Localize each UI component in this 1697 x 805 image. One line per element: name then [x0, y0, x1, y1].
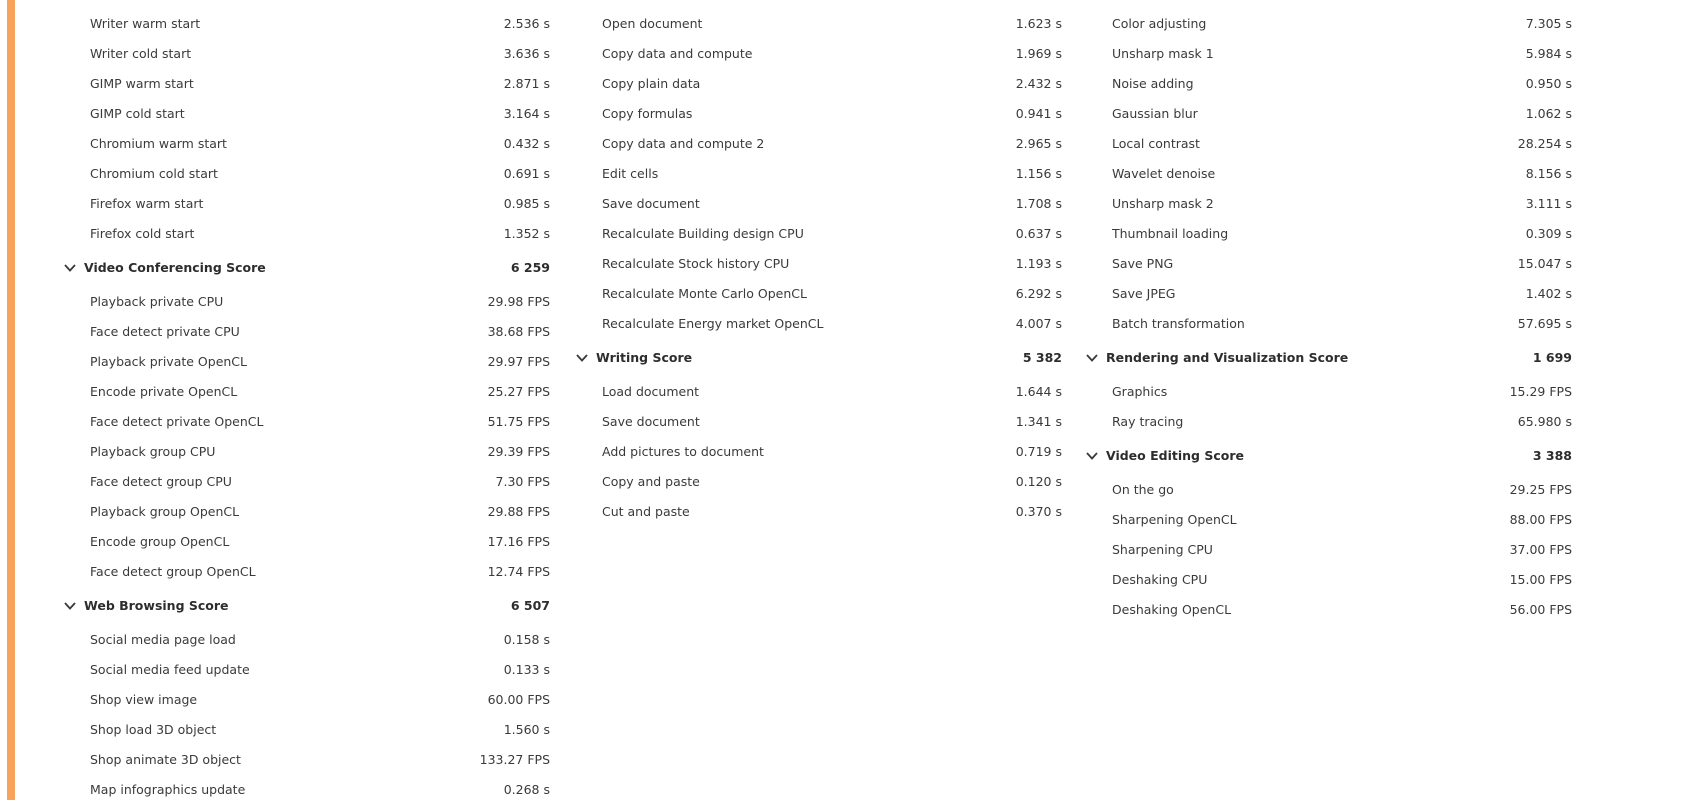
- results-column-3: [1080, 0, 1576, 625]
- result-value: 51.75 FPS: [487, 414, 550, 429]
- result-label: Encode private OpenCL: [90, 384, 238, 399]
- result-label: Shop animate 3D object: [90, 752, 241, 767]
- result-label: Save document: [602, 414, 700, 429]
- chevron-down-icon[interactable]: [1086, 451, 1098, 461]
- result-row: [58, 69, 554, 99]
- result-label: Wavelet denoise: [1112, 166, 1216, 181]
- result-row: [1080, 565, 1576, 595]
- result-value: 3.164 s: [503, 106, 550, 121]
- result-value: 88.00 FPS: [1509, 512, 1572, 527]
- result-value: 0.309 s: [1525, 226, 1572, 241]
- result-value: 1.062 s: [1525, 106, 1572, 121]
- result-value: 7.30 FPS: [495, 474, 550, 489]
- result-value: 3.111 s: [1525, 196, 1572, 211]
- result-value: 0.133 s: [503, 662, 550, 677]
- group-score: 5 382: [1022, 350, 1062, 365]
- result-row: [58, 745, 554, 775]
- result-row: [570, 9, 1066, 39]
- group-score: 6 507: [510, 598, 550, 613]
- result-label: Open document: [602, 16, 703, 31]
- result-row: [1080, 475, 1576, 505]
- result-row: [58, 287, 554, 317]
- result-row: [570, 467, 1066, 497]
- result-value: 29.25 FPS: [1509, 482, 1572, 497]
- result-row: [1080, 9, 1576, 39]
- result-value: 7.305 s: [1525, 16, 1572, 31]
- result-row: [58, 9, 554, 39]
- result-row: [58, 129, 554, 159]
- result-row: [1080, 219, 1576, 249]
- group-title: Writing Score: [596, 350, 693, 365]
- result-label: Color adjusting: [1112, 16, 1207, 31]
- group-header[interactable]: [1080, 437, 1576, 475]
- result-value: 0.637 s: [1015, 226, 1062, 241]
- result-row: [58, 317, 554, 347]
- result-label: Local contrast: [1112, 136, 1200, 151]
- result-row: [570, 39, 1066, 69]
- result-row: [1080, 505, 1576, 535]
- result-row: [58, 775, 554, 805]
- result-label: Graphics: [1112, 384, 1168, 399]
- result-value: 2.536 s: [503, 16, 550, 31]
- result-label: Face detect private OpenCL: [90, 414, 264, 429]
- result-value: 60.00 FPS: [487, 692, 550, 707]
- result-label: Deshaking CPU: [1112, 572, 1208, 587]
- result-label: Add pictures to document: [602, 444, 764, 459]
- result-label: Batch transformation: [1112, 316, 1245, 331]
- result-label: Social media page load: [90, 632, 236, 647]
- group-header-clipped[interactable]: [58, 0, 554, 8]
- result-label: Copy data and compute 2: [602, 136, 765, 151]
- result-row: [1080, 189, 1576, 219]
- result-row: [58, 655, 554, 685]
- accent-bar: [7, 0, 15, 800]
- result-row: [58, 407, 554, 437]
- result-row: [1080, 377, 1576, 407]
- group-title: Rendering and Visualization Score: [1106, 350, 1349, 365]
- result-row: [570, 309, 1066, 339]
- result-label: Recalculate Building design CPU: [602, 226, 804, 241]
- result-label: Deshaking OpenCL: [1112, 602, 1232, 617]
- result-label: Shop view image: [90, 692, 198, 707]
- result-value: 0.691 s: [503, 166, 550, 181]
- result-row: [1080, 99, 1576, 129]
- result-label: Writer cold start: [90, 46, 192, 61]
- chevron-down-icon[interactable]: [64, 263, 76, 273]
- result-value: 0.950 s: [1525, 76, 1572, 91]
- result-label: Chromium warm start: [90, 136, 227, 151]
- result-row: [570, 279, 1066, 309]
- result-row: [570, 377, 1066, 407]
- result-row: [58, 189, 554, 219]
- result-row: [570, 159, 1066, 189]
- group-title: Video Conferencing Score: [84, 260, 266, 275]
- result-value: 17.16 FPS: [487, 534, 550, 549]
- result-value: 1.623 s: [1015, 16, 1062, 31]
- result-value: 1.969 s: [1015, 46, 1062, 61]
- result-label: Playback group CPU: [90, 444, 216, 459]
- result-row: [570, 219, 1066, 249]
- result-label: Thumbnail loading: [1112, 226, 1229, 241]
- result-label: Shop load 3D object: [90, 722, 217, 737]
- result-label: Cut and paste: [602, 504, 690, 519]
- result-row: [1080, 309, 1576, 339]
- group-header[interactable]: [1080, 339, 1576, 377]
- result-label: GIMP warm start: [90, 76, 194, 91]
- chevron-down-icon[interactable]: [1086, 353, 1098, 363]
- results-column-1: [58, 0, 554, 805]
- result-label: Face detect private CPU: [90, 324, 240, 339]
- result-row: [570, 407, 1066, 437]
- result-value: 1.708 s: [1015, 196, 1062, 211]
- result-value: 15.047 s: [1517, 256, 1572, 271]
- result-label: Copy and paste: [602, 474, 700, 489]
- result-value: 2.432 s: [1015, 76, 1062, 91]
- group-title: Video Editing Score: [1106, 448, 1244, 463]
- result-label: Load document: [602, 384, 700, 399]
- result-label: Recalculate Energy market OpenCL: [602, 316, 824, 331]
- result-label: Face detect group OpenCL: [90, 564, 256, 579]
- result-row: [58, 377, 554, 407]
- result-row: [58, 715, 554, 745]
- group-score: 1 699: [1532, 350, 1572, 365]
- result-value: 0.432 s: [503, 136, 550, 151]
- result-label: Sharpening CPU: [1112, 542, 1213, 557]
- group-header[interactable]: [58, 587, 554, 625]
- result-row: [58, 497, 554, 527]
- result-value: 133.27 FPS: [479, 752, 550, 767]
- result-label: Social media feed update: [90, 662, 250, 677]
- result-row: [1080, 407, 1576, 437]
- result-row: [1080, 129, 1576, 159]
- result-value: 65.980 s: [1517, 414, 1572, 429]
- result-label: Firefox warm start: [90, 196, 204, 211]
- result-value: 56.00 FPS: [1509, 602, 1572, 617]
- result-row: [1080, 39, 1576, 69]
- result-label: Sharpening OpenCL: [1112, 512, 1237, 527]
- result-row: [58, 685, 554, 715]
- result-value: 1.644 s: [1015, 384, 1062, 399]
- result-label: Copy plain data: [602, 76, 701, 91]
- result-value: 6.292 s: [1015, 286, 1062, 301]
- result-value: 15.29 FPS: [1509, 384, 1572, 399]
- result-label: Playback private OpenCL: [90, 354, 247, 369]
- results-column-2: [570, 0, 1066, 527]
- result-value: 29.98 FPS: [487, 294, 550, 309]
- group-title: Web Browsing Score: [84, 598, 229, 613]
- result-value: 4.007 s: [1015, 316, 1062, 331]
- result-row: [570, 249, 1066, 279]
- result-row: [1080, 279, 1576, 309]
- result-value: 1.352 s: [503, 226, 550, 241]
- group-header[interactable]: [570, 339, 1066, 377]
- result-label: Copy formulas: [602, 106, 693, 121]
- result-row: [58, 39, 554, 69]
- result-row: [570, 69, 1066, 99]
- result-label: GIMP cold start: [90, 106, 185, 121]
- result-row: [58, 527, 554, 557]
- result-row: [58, 437, 554, 467]
- result-label: Encode group OpenCL: [90, 534, 230, 549]
- result-value: 8.156 s: [1525, 166, 1572, 181]
- result-value: 1.156 s: [1015, 166, 1062, 181]
- chevron-down-icon[interactable]: [576, 353, 588, 363]
- result-row: [570, 189, 1066, 219]
- result-label: Playback group OpenCL: [90, 504, 240, 519]
- result-label: Recalculate Stock history CPU: [602, 256, 790, 271]
- result-value: 12.74 FPS: [487, 564, 550, 579]
- result-value: 5.984 s: [1525, 46, 1572, 61]
- result-value: 25.27 FPS: [487, 384, 550, 399]
- result-value: 2.965 s: [1015, 136, 1062, 151]
- result-row: [1080, 249, 1576, 279]
- result-value: 38.68 FPS: [487, 324, 550, 339]
- result-label: Gaussian blur: [1112, 106, 1198, 121]
- result-label: Face detect group CPU: [90, 474, 232, 489]
- result-label: Noise adding: [1112, 76, 1194, 91]
- result-value: 57.695 s: [1517, 316, 1572, 331]
- result-row: [570, 99, 1066, 129]
- result-value: 0.370 s: [1015, 504, 1062, 519]
- result-row: [570, 497, 1066, 527]
- result-row: [58, 557, 554, 587]
- result-label: On the go: [1112, 482, 1174, 497]
- result-label: Firefox cold start: [90, 226, 195, 241]
- result-row: [1080, 535, 1576, 565]
- result-value: 0.120 s: [1015, 474, 1062, 489]
- result-label: Unsharp mask 2: [1112, 196, 1214, 211]
- result-value: 29.39 FPS: [487, 444, 550, 459]
- result-value: 1.560 s: [503, 722, 550, 737]
- result-label: Ray tracing: [1112, 414, 1184, 429]
- group-header[interactable]: [58, 249, 554, 287]
- group-score: 6 259: [510, 260, 550, 275]
- result-label: Recalculate Monte Carlo OpenCL: [602, 286, 807, 301]
- result-value: 29.97 FPS: [487, 354, 550, 369]
- result-value: 3.636 s: [503, 46, 550, 61]
- chevron-down-icon[interactable]: [64, 601, 76, 611]
- result-label: Map infographics update: [90, 782, 246, 797]
- result-label: Save document: [602, 196, 700, 211]
- result-label: Copy data and compute: [602, 46, 753, 61]
- result-label: Chromium cold start: [90, 166, 218, 181]
- result-row: [1080, 159, 1576, 189]
- result-value: 0.719 s: [1015, 444, 1062, 459]
- result-row: [1080, 595, 1576, 625]
- result-row: [58, 467, 554, 497]
- result-label: Edit cells: [602, 166, 659, 181]
- result-label: Playback private CPU: [90, 294, 224, 309]
- result-row: [58, 219, 554, 249]
- result-row: [570, 129, 1066, 159]
- result-row: [58, 625, 554, 655]
- result-value: 1.193 s: [1015, 256, 1062, 271]
- result-value: 0.941 s: [1015, 106, 1062, 121]
- result-row: [58, 347, 554, 377]
- result-value: 1.341 s: [1015, 414, 1062, 429]
- result-value: 0.268 s: [503, 782, 550, 797]
- result-value: 0.158 s: [503, 632, 550, 647]
- result-value: 15.00 FPS: [1509, 572, 1572, 587]
- result-value: 2.871 s: [503, 76, 550, 91]
- result-value: 37.00 FPS: [1509, 542, 1572, 557]
- result-value: 29.88 FPS: [487, 504, 550, 519]
- result-label: Writer warm start: [90, 16, 201, 31]
- result-label: Save PNG: [1112, 256, 1174, 271]
- result-label: Save JPEG: [1112, 286, 1176, 301]
- result-row: [1080, 69, 1576, 99]
- result-label: Unsharp mask 1: [1112, 46, 1214, 61]
- group-score: 3 388: [1532, 448, 1572, 463]
- result-value: 0.985 s: [503, 196, 550, 211]
- result-row: [58, 159, 554, 189]
- result-row: [58, 99, 554, 129]
- result-row: [570, 437, 1066, 467]
- result-value: 1.402 s: [1525, 286, 1572, 301]
- result-value: 28.254 s: [1517, 136, 1572, 151]
- group-title: [84, 0, 265, 8]
